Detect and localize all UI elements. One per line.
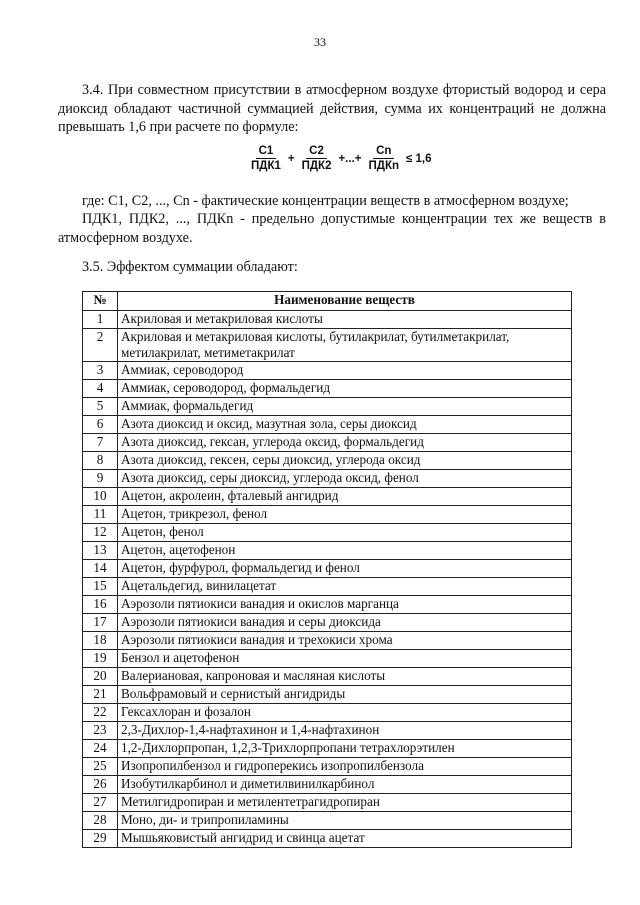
- table-row: [83, 758, 572, 776]
- table-row: [83, 311, 572, 329]
- row-number: 8: [83, 452, 118, 470]
- table-row: [83, 434, 572, 452]
- substance-name: Азота диоксид, серы диоксид, углерода оксид, фенол: [118, 470, 572, 488]
- table-row: [83, 524, 572, 542]
- formula-explanation-1: где: C1, C2, ..., Cn - фактические концентрации веществ в атмосферном воздухе;: [82, 193, 569, 209]
- substance-name: Гексахлоран и фозалон: [118, 704, 572, 722]
- row-number: 25: [83, 758, 118, 776]
- table-row: [83, 380, 572, 398]
- table-row: [83, 740, 572, 758]
- table-row: [83, 776, 572, 794]
- substance-name: Ацетон, фенол: [118, 524, 572, 542]
- formula-numerator: C2: [306, 145, 327, 159]
- table-row: [83, 398, 572, 416]
- table-row: [83, 578, 572, 596]
- table-row: [83, 506, 572, 524]
- row-number: 27: [83, 794, 118, 812]
- substance-name: Ацетон, акролеин, фталевый ангидрид: [118, 488, 572, 506]
- substance-name: Ацетон, фурфурол, формальдегид и фенол: [118, 560, 572, 578]
- substance-name: Моно, ди- и трипропиламины: [118, 812, 572, 830]
- substance-name: Валериановая, капроновая и масляная кислоты: [118, 668, 572, 686]
- substance-name: Метилгидропиран и метилентетрагидропиран: [118, 794, 572, 812]
- row-number: 1: [83, 311, 118, 329]
- table-row: [83, 488, 572, 506]
- formula-term-2: [299, 145, 335, 172]
- formula-rhs: ≤ 1,6: [406, 152, 432, 165]
- row-number: 11: [83, 506, 118, 524]
- row-number: 10: [83, 488, 118, 506]
- table-row: [83, 668, 572, 686]
- table-row: [83, 560, 572, 578]
- substance-name: Азота диоксид и оксид, мазутная зола, серы диоксид: [118, 416, 572, 434]
- row-number: 12: [83, 524, 118, 542]
- substance-name: Аэрозоли пятиокиси ванадия и окислов марганца: [118, 596, 572, 614]
- column-header-number: №: [83, 292, 118, 311]
- row-number: 23: [83, 722, 118, 740]
- row-number: 20: [83, 668, 118, 686]
- substance-name: Азота диоксид, гексан, углерода оксид, формальдегид: [118, 434, 572, 452]
- row-number: 5: [83, 398, 118, 416]
- page-number: 33: [314, 35, 326, 49]
- substance-name: Аммиак, сероводород, формальдегид: [118, 380, 572, 398]
- row-number: 7: [83, 434, 118, 452]
- row-number: 21: [83, 686, 118, 704]
- table-row: [83, 416, 572, 434]
- substance-name: Ацетон, ацетофенон: [118, 542, 572, 560]
- formula-term-1: [248, 145, 284, 172]
- table-row: [83, 704, 572, 722]
- table-row: [83, 470, 572, 488]
- substance-name: 1,2-Дихлорпропан, 1,2,3-Трихлорпропани тетрахлорэтилен: [118, 740, 572, 758]
- formula-denominator: ПДК2: [301, 160, 332, 172]
- table-row: [83, 686, 572, 704]
- row-number: 9: [83, 470, 118, 488]
- table-row: [83, 452, 572, 470]
- table-row: [83, 596, 572, 614]
- formula-denominator: ПДКn: [368, 160, 400, 172]
- table-row: [83, 722, 572, 740]
- substance-name: Аэрозоли пятиокиси ванадия и серы диоксида: [118, 614, 572, 632]
- substance-name: Акриловая и метакриловая кислоты: [118, 311, 572, 329]
- row-number: 13: [83, 542, 118, 560]
- summation-formula: [246, 145, 434, 172]
- substances-table: [82, 291, 572, 848]
- row-number: 4: [83, 380, 118, 398]
- row-number: 19: [83, 650, 118, 668]
- table-row: [83, 362, 572, 380]
- table-row: [83, 794, 572, 812]
- substance-name: Аммиак, формальдегид: [118, 398, 572, 416]
- row-number: 28: [83, 812, 118, 830]
- table-row: [83, 632, 572, 650]
- row-number: 26: [83, 776, 118, 794]
- row-number: 29: [83, 830, 118, 848]
- table-body: [83, 311, 572, 848]
- substance-name: Ацетальдегид, винилацетат: [118, 578, 572, 596]
- table-row: [83, 329, 572, 362]
- row-number: 3: [83, 362, 118, 380]
- substance-name: Мышьяковистый ангидрид и свинца ацетат: [118, 830, 572, 848]
- table-row: [83, 830, 572, 848]
- formula-ellipsis: +...+: [338, 152, 362, 165]
- substance-name: Аэрозоли пятиокиси ванадия и трехокиси хрома: [118, 632, 572, 650]
- substance-name: 2,3-Дихлор-1,4-нафтахинон и 1,4-нафтахинон: [118, 722, 572, 740]
- row-number: 18: [83, 632, 118, 650]
- substance-name: Бензол и ацетофенон: [118, 650, 572, 668]
- row-number: 6: [83, 416, 118, 434]
- table-row: [83, 812, 572, 830]
- row-number: 17: [83, 614, 118, 632]
- formula-term-n: [366, 145, 403, 172]
- paragraph-3-4: 3.4. При совместном присутствии в атмосферном воздухе фтористый водород и сера диоксид обладают частичной суммацией действия, сумма их концентраций не должна превышать 1,6 при расчете по формуле:: [58, 82, 606, 135]
- formula-plus: +: [287, 152, 295, 165]
- row-number: 15: [83, 578, 118, 596]
- substance-name: Акриловая и метакриловая кислоты, бутилакрилат, бутилметакрилат, метилакрилат, метиметакрилат: [118, 329, 572, 362]
- row-number: 24: [83, 740, 118, 758]
- substance-name: Изопропилбензол и гидроперекись изопропилбензола: [118, 758, 572, 776]
- substance-name: Аммиак, сероводород: [118, 362, 572, 380]
- formula-explanation-2: ПДК1, ПДК2, ..., ПДКn - предельно допустимые концентрации тех же веществ в атмосферном воздухе.: [58, 211, 606, 246]
- table-row: [83, 542, 572, 560]
- substance-name: Ацетон, трикрезол, фенол: [118, 506, 572, 524]
- row-number: 14: [83, 560, 118, 578]
- column-header-name: Наименование веществ: [118, 292, 572, 311]
- formula-numerator: Cn: [373, 145, 394, 159]
- substance-name: Азота диоксид, гексен, серы диоксид, углерода оксид: [118, 452, 572, 470]
- section-heading-3-5: 3.5. Эффектом суммации обладают:: [82, 259, 298, 275]
- row-number: 16: [83, 596, 118, 614]
- row-number: 2: [83, 329, 118, 362]
- formula-numerator: C1: [256, 145, 277, 159]
- substance-name: Вольфрамовый и сернистый ангидриды: [118, 686, 572, 704]
- table-row: [83, 614, 572, 632]
- row-number: 22: [83, 704, 118, 722]
- formula-denominator: ПДК1: [251, 160, 281, 172]
- table-row: [83, 650, 572, 668]
- substance-name: Изобутилкарбинол и диметилвинилкарбинол: [118, 776, 572, 794]
